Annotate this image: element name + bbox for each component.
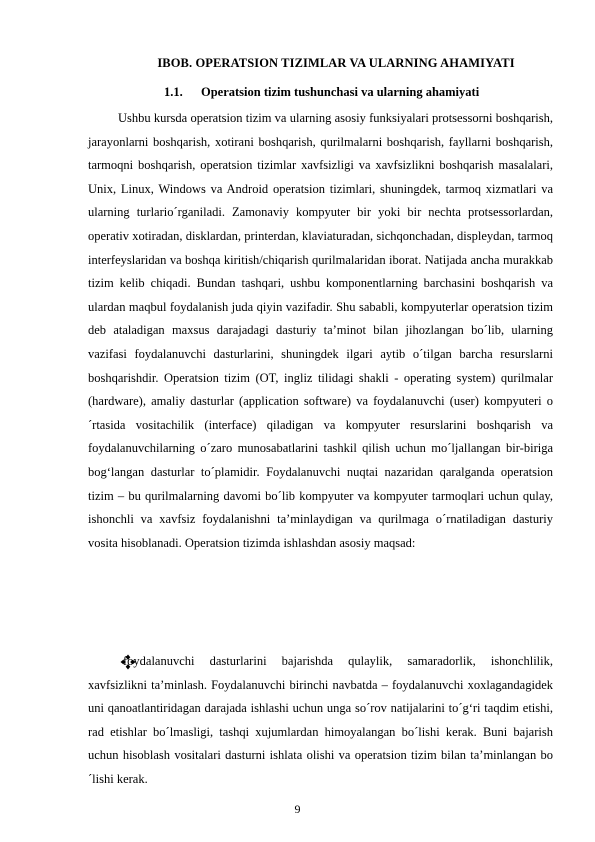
bullet-list-item: foydalanuvchi dasturlarini bajarishda qulaylik, samaradorlik, ishonchlilik, xavfsizlikni ta’minlash. Foydalanuvchi birinchi navbatda – foydalanuvchi xoxlagandagidek uni qanoatlantiridagan darajada ishlashi uchun unga so´rov natijalarini to´g‘ri taqdim etishi, rad etishlar bo´lmasligi, tashqi xujumlardan himoyalangan bo´lishi kerak. Buni bajarish uchun hisoblash vositalari dasturni ishlata olishi va operatsion tizim bilan ta’minlangan bo´lishi kerak. <box>88 654 553 786</box>
section-heading <box>164 85 544 100</box>
page-number: 9 <box>294 802 301 816</box>
chapter-title: IBOB. OPERATSION TIZIMLAR VA ULARNING AHAMIYATI <box>157 56 515 70</box>
body-paragraph: Ushbu kursda operatsion tizim va ularning asosiy funksiyalari protsessorni boshqarish, jarayonlarni boshqarish, xotirani boshqarish, qurilmalarni boshqarish, fayllarni boshqarish, tarmoqni boshqarish, operatsion tizimlar xavfsizligi va xavfsizlikni boshqarish masalalari, Unix, Linux, Windows va Android operatsion tizimlari, shuningdek, tarmoq xizmatlari va ularning turlario´rganiladi. Zamonaviy kompyuter bir yoki bir nechta protsessorlardan, operativ xotiradan, disklardan, printerdan, klaviaturadan, sichqonchadan, displeydan, tarmoq interfeyslaridan va boshqa kiritish/chiqarish qurilmalaridan iborat. Natijada ancha murakkab tizim kelib chiqadi. Bundan tashqari, ushbu komponentlarning barchasini boshqarish va ulardan maqbul foydalanish juda qiyin vazifadir. Shu sababli, kompyuterlar operatsion tizim deb ataladigan maxsus darajadagi dasturiy ta’minot bilan jihozlangan bo´lib, ularning vazifasi foydalanuvchi dasturlarini, shuningdek ilgari aytib o´tilgan barcha resurslarni boshqarishdir. Operatsion tizim (OT, ingliz tilidagi shakli - operating system) qurilmalar (hardware), amaliy dasturlar (application software) va foydalanuvchi (user) kompyuteri o´rtasida vositachilik (interface) qiladigan va kompyuter resurslarini boshqarish va foydalanuvchilarning o´zaro munosabatlarini tashkil qilish uchun mo´ljallangan bir-biriga bog‘langan dasturlar to´plamidir. Foydalanuvchi nuqtai nazaridan qaralganda operatsion tizim – bu qurilmalarning davomi bo´lib kompyuter va kompyuter tarmoqlari uchun qulay, ishonchli va xavfsiz foydalanishni ta’minlaydigan va qurilmaga o´rnatiladigan dasturiy vosita hisoblanadi. Operatsion tizimda ishlashdan asosiy maqsad: <box>88 111 553 550</box>
section-number: 1.1. <box>164 85 183 99</box>
section-title: Operatsion tizim tushunchasi va ularning ahamiyati <box>201 85 480 99</box>
